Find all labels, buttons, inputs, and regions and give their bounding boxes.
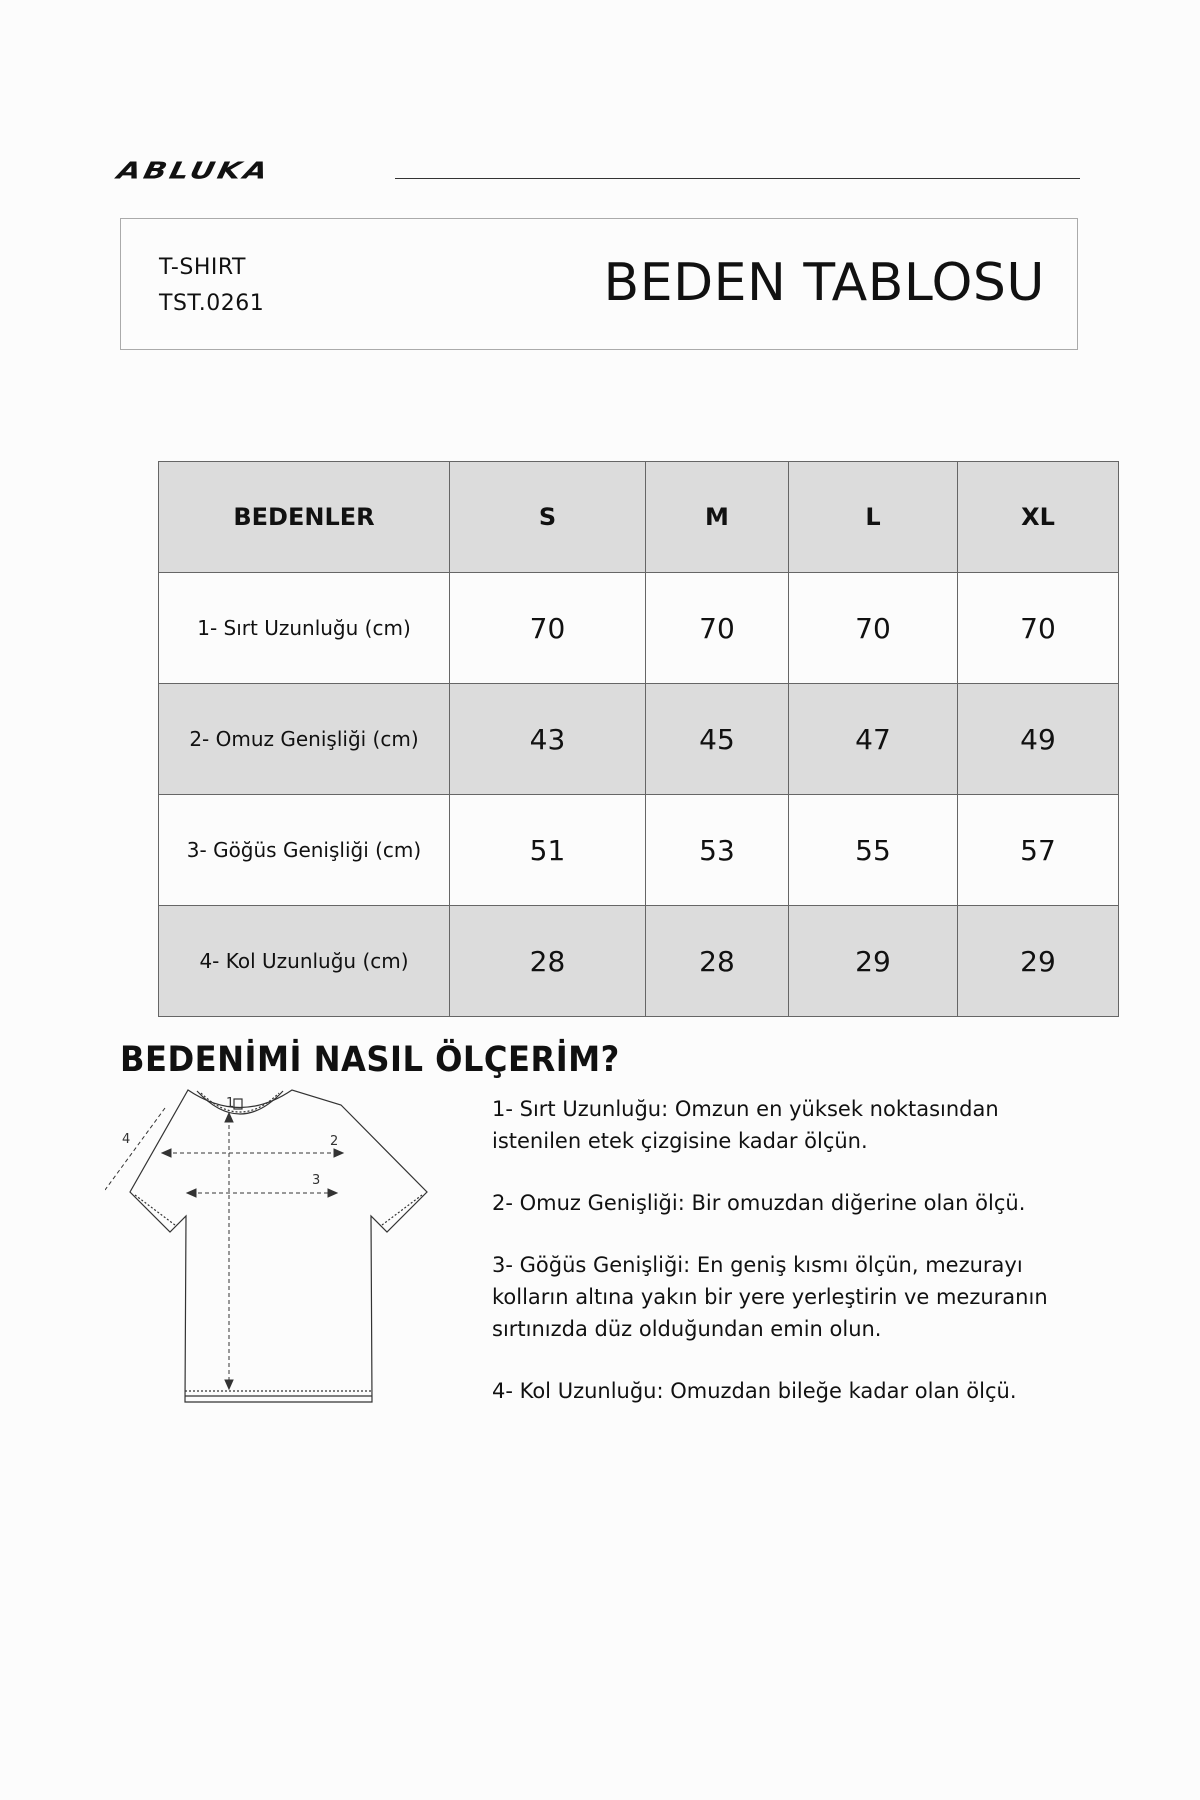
diagram-label-1: 1 [226,1096,235,1111]
instruction-item: 4- Kol Uzunluğu: Omuzdan bileğe kadar olan ölçü. [492,1379,1017,1403]
kol-uzunlugu-arrow [105,1108,165,1190]
measurement-label: 4- Kol Uzunluğu (cm) [159,906,450,1017]
tshirt-outline [130,1090,427,1402]
instruction-item: 2- Omuz Genişliği: Bir omuzdan diğerine olan ölçü. [492,1191,1026,1215]
table-cell: 43 [450,684,646,795]
howto-title: BEDENİMİ NASIL ÖLÇERİM? [120,1040,620,1080]
tshirt-measurement-diagram [105,1085,435,1415]
table-row [159,795,1119,906]
measurement-label: 2- Omuz Genişliği (cm) [159,684,450,795]
instruction-item: 1- Sırt Uzunluğu: Omzun en yüksek noktasından istenilen etek çizgisine kadar ölçün. [492,1097,999,1153]
brand-logo: ABLUKA [114,157,273,185]
header-box [120,218,1078,350]
size-table [158,461,1119,1017]
header-divider [395,178,1080,179]
table-cell: 55 [789,795,958,906]
table-cell: 51 [450,795,646,906]
table-cell: 45 [646,684,789,795]
table-cell: 28 [646,906,789,1017]
table-cell: 28 [450,906,646,1017]
diagram-label-4: 4 [122,1132,131,1147]
measurement-label: 3- Göğüs Genişliği (cm) [159,795,450,906]
table-cell: 29 [958,906,1119,1017]
table-cell: 70 [646,573,789,684]
diagram-label-2: 2 [330,1134,339,1149]
instructions [492,1093,1052,1437]
product-type: T-SHIRT [159,255,246,280]
table-header-cell: S [450,462,646,573]
instruction-item: 3- Göğüs Genişliği: En geniş kısmı ölçün, mezurayı kolların altına yakın bir yere yerleştirin ve mezuranın sırtınızda düz olduğundan emin olun. [492,1253,1048,1341]
measurement-label: 1- Sırt Uzunluğu (cm) [159,573,450,684]
table-header-cell: XL [958,462,1119,573]
table-cell: 57 [958,795,1119,906]
table-cell: 70 [450,573,646,684]
table-row [159,684,1119,795]
table-header-cell: L [789,462,958,573]
table-header-row [159,462,1119,573]
product-code: TST.0261 [159,291,265,316]
table-cell: 49 [958,684,1119,795]
table-cell: 70 [789,573,958,684]
diagram-label-3: 3 [312,1173,321,1188]
table-row [159,906,1119,1017]
table-row [159,573,1119,684]
table-header-cell: BEDENLER [159,462,450,573]
table-cell: 53 [646,795,789,906]
table-cell: 70 [958,573,1119,684]
table-cell: 29 [789,906,958,1017]
page-title: BEDEN TABLOSU [603,253,1045,313]
table-header-cell: M [646,462,789,573]
tshirt-collar [197,1091,283,1114]
table-cell: 47 [789,684,958,795]
